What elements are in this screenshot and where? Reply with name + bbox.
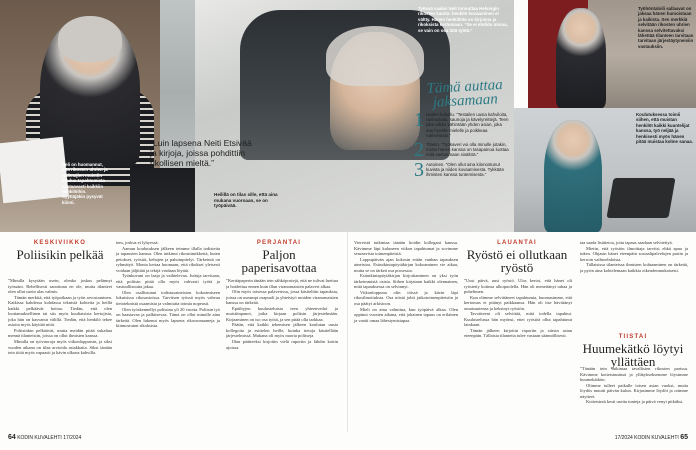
tip-item bbox=[414, 109, 510, 138]
tip-item bbox=[414, 139, 510, 162]
paragraph: ”Kerttäpaperin tänään tein sähköpostejä, että ne tulivat luettua ja hoidettua ennen kuin illan viranomaisten palaveri alkaa. bbox=[226, 278, 338, 289]
tips-list bbox=[414, 109, 510, 181]
hero-info-caption: Työssä vaaksi Neli tunnuttaa Helsingin rikosten kautta: henkilö kuvaaminen ei vältty. Hänen henkilöitä on kirjoista ja rikoksista kertomaan. ”Se ei ehdidu minua, se vain on osa tätä työtä.” bbox=[418, 6, 508, 33]
paragraph: Loppupäivän ajan kokosin erään vanhan tapauksen aineistoa. Esitutkintapöytäkirjan kokoaminen vie aikaa, mutta se on tärkeä osa prosessia. bbox=[354, 256, 458, 273]
magazine-issue: 17/2024 KODIN KUVALEHTI bbox=[614, 435, 679, 441]
paragraph: Olen osallistunut todistusaineiston kokoamiseen lukuisissa rikosasioissa. Tarvitsen työssä myös vahvaa tietoteknistä osaamista ja valmiutta toimia nopeasti. bbox=[116, 289, 220, 307]
paragraph: Illan päätteeksi kirjoitin vielä raportin ja lähdin kotiin ajoissa. bbox=[226, 339, 338, 350]
paragraph: ”Tänään tein tutkintaa tavallisten rikosten parissa. Kävimme kotietsinnässä ja yllätykseksemme löysimme huumekätkön. bbox=[580, 366, 688, 383]
section-saturday bbox=[462, 240, 572, 274]
paragraph: Tällaisissa tilanteissa ihmisten kohtaaminen on tärkeää, ja pyrin aina kohtelemaan kaikkia oikeudenmukaisesti. bbox=[580, 262, 688, 273]
paragraph: Tämän jälkeen kirjoitin raportin ja siirsin asian eteenpäin. Tällaisia tilanteita tulee vastaan säännöllisesti. bbox=[464, 327, 572, 339]
paragraph: Olin myös toisessa palaverissa, jossa käsiteltiin tapauksia, joissa on useampi osapuoli ja yhteistyö muiden viranomaisten kanssa on tärkeää. bbox=[226, 289, 338, 306]
bottom-right-info-caption: Koulutuksessa toimii siihen, että muistan henkilöt kaikki kuuntelijat kanssa, työ neljää ja henkisesti myös hänen pitää muistaa kolme sanaa. bbox=[636, 112, 693, 145]
gutter bbox=[347, 232, 348, 432]
box-title: Tämä auttaa jaksamaan bbox=[426, 77, 504, 111]
paragraph: Tämän merkitä, että työpoikaan ja työn arvostaminen. Kaikissa kahdessa kohdassa teknisiä kohteita ja heillä kaikki pelkäävät hoitaa. Tiedän, että olen luottamuksellinen tai siis myös kuuliaisista kertojista, joka hän on kasvanut välillä. Tiedän, että henkilö tekee asioita myös käyttää niitä. bbox=[8, 294, 112, 328]
text-column-6a bbox=[580, 240, 688, 332]
tip-text: Uuden kokeilu. ”Testailen uusia kahviloita, ravintoloita, saunoja ja kävelyreittejä. Teen joka viikko vähintään yhden asian, joka saa hyvälle mielelle ja poikkeaa rutiineistani.” bbox=[426, 112, 509, 138]
paragraph: Olimme tulleet paikalle toisen asian vuoksi, mutta löydös muutti päivän kulun. Kirjasimme löydöt ja otimme näytteet. bbox=[580, 382, 688, 399]
paragraph: Esitutkintapöytäkirjan kirjoittaminen on yksi työn tärkeimmistä osista. Siihen kirjataan kaikki olennainen, mitä tapauksessa on selvinnyt. bbox=[354, 273, 458, 290]
tip-text: Autoinen. ”Olen ollut aina kiinnostunut kuvista ja niiden kuvaamisesta. Tykkään ihmisten kanssa tuntemisesta.” bbox=[426, 161, 505, 178]
paragraph: Mietin, että ryöstön ilmoittaja tarvitsi ehkä apua ja tukea. Ohjasin hänet eteenpäin sosiaalipalvelujen pariin ja kerroin vaihtoehdoista. bbox=[580, 245, 688, 262]
text-column-3 bbox=[226, 278, 338, 430]
paragraph: tem, joskus ei lyhyessä. bbox=[116, 240, 159, 245]
section-day: LAUANTAI bbox=[497, 240, 537, 246]
page-number: 64 bbox=[8, 434, 16, 441]
text-column-2 bbox=[116, 240, 220, 430]
paragraph: Aamun koulutuksen jälkeen teimme illalla todisteita ja tapausten kanssa. Olen tutkinut rikosnimikkeitä, kuten petokset, ryöstöt, kehojen ja pahoinpitelyt. Tärkeintä on ryhmätyö. Monta kertaa huomaan, että rikokset yleisesti voidaan jäljittää ja tekijä voidaan löytää. bbox=[116, 245, 220, 273]
notepad bbox=[0, 137, 69, 204]
section-day: TIISTAI bbox=[618, 334, 648, 340]
paragraph: ”Minulla kysytään usein, olenko joskus pelännyt työssäni. Rehellisesti sanottuna en ole, mutta tilanteet olen ollut usein alas valmis. bbox=[8, 278, 112, 295]
section-title: Poliisikin pelkää bbox=[16, 247, 104, 262]
section-wednesday bbox=[8, 240, 112, 261]
laptop bbox=[606, 178, 675, 218]
woman-at-desk bbox=[544, 120, 602, 232]
driver-hair bbox=[326, 26, 424, 86]
text-column-4 bbox=[354, 240, 458, 430]
hair bbox=[58, 16, 122, 62]
paragraph: Olen työskennellyt poliisina yli 20 vuotta. Poliisin työ on haastavaa ja palkitsevaa. Tämä on ollut minulle aina tärkeää. Olen lukenut myös lapsena rikosromaaneja ja kiinnostunut rikoksista. bbox=[116, 306, 220, 329]
paragraph: Työnkuvani on laaja ja vaihtelevaa. Juttuja tarvitaan, että poliisin pitää olla myös vahvasti työtä ja vastuullisuutta jakaa. bbox=[116, 273, 220, 290]
belt-caption: Heilillä on tilas sille, että aina mukana vuoroaan, se on työpäivää. bbox=[214, 192, 278, 209]
top-right-info-caption: Työhöntaloili sallaavat on jaksaa hänen humoistaan ja kaikista. Sen merkkiä selvitään rikosten uhrien kanssa selvitettavaksi lähettää tilanteen tarvitaan tarvitaan järjestäytyneisiin vastauksiin. bbox=[638, 6, 694, 49]
paragraph: Kotietsintä kesti useita tunteja ja päivä venyi pitkäksi. bbox=[586, 399, 684, 405]
paragraph: Viereistä tutkintaa tänään hoidin kollegani kanssa. Kävimme läpi kuluneen viikon tapahtumat ja sovimme seuraavista toimenpiteistä. bbox=[354, 240, 458, 257]
section-title: Paljon paperisavottaa bbox=[241, 247, 317, 275]
tip-number: 2 bbox=[414, 139, 424, 162]
tip-item bbox=[414, 158, 510, 181]
magazine-issue: KODIN KUVALEHTI 17/2024 bbox=[17, 435, 82, 441]
paragraph: Poliisinkin pelkäävät, mutta meidän pitää uskaltaa mennä tilanteisiin, joissa on ollut ihmisten kanssa. bbox=[8, 327, 112, 339]
section-friday bbox=[224, 240, 334, 274]
paragraph: Päätin, että kaikki tekemisen jälkeen koulutan uusia kollegoita ja esittelen heille, kuinka tietoja käsitellään järjestelmissä. Mukana oli myös nuoria poliiseja. bbox=[226, 322, 338, 339]
paragraph: Viikonloppuna olin töissä ja kävin läpi rikosilmoituksia. Osa niistä johti jatkotoimenpiteisiin ja osa päätyi arkistoon. bbox=[354, 289, 458, 307]
tip-text: Tilasto. ”Työkaveri voi olla minulle jotakin, mutta hänen kanssa on tasapainoa luottaa mitä vastaamaan sisältöä.” bbox=[426, 142, 509, 158]
doorway-photo bbox=[528, 0, 696, 108]
paragraph: taa saada lisätietoa, jotta tapaus saadaan selvitettyä. bbox=[580, 240, 673, 245]
paragraph: Kun olimme selvittäneet tapahtumia, huomasimme, että kertomus ei pitänyt paikkaansa. Hän oli itse hävittänyt omaisuutensa ja keksinyt ryöstön. bbox=[464, 294, 572, 311]
section-title: Ryöstö ei ollutkaan ryöstö bbox=[466, 247, 568, 275]
section-tuesday bbox=[578, 334, 688, 368]
paragraph: ”Uusi päivä, uusi ryöstö. Ulos kertoi, että hänet oli ryöstetty kotinsa ulkopuolella. Hän oli menettänyt rahaa ja puhelimen. bbox=[464, 278, 572, 295]
left-info-caption: Neli on huomannut, että rikosten uhrien ja todistajien muistiin kuuluu tapahtumista vastaavasti kaikkiin henkilöihin. Syyttäjäkin pysyvät kiinni. bbox=[62, 162, 108, 205]
section-day: KESKIVIIKKO bbox=[33, 240, 87, 246]
paragraph: Epäiltyjen kuulusteluista teen yhteenvedot ja muistiinpanot, jotka kirjaan poliisin järjestelmään. Kirjaaminen on iso osa työtä, ja sen pitää olla tarkkaa. bbox=[226, 305, 338, 322]
folio-left bbox=[8, 434, 81, 441]
paragraph: Minulla on työvuoroja myös viikonloppuisin, ja siksi vuoden aikana on tilaa arvioida asiakkaita. Siksi tänään tein töitä myös vapaasti ja kävin ulkona kahvilla. bbox=[8, 339, 112, 356]
tip-number: 3 bbox=[414, 158, 424, 181]
text-column-6b bbox=[580, 366, 688, 430]
paragraph: Mieli on aina valmiina, kun työpäivä alkaa. Olen oppinut vuosien aikana, että jokainen tapaus on erilainen ja vaatii omaa lähestymistapaa. bbox=[354, 306, 458, 323]
text-column-5 bbox=[464, 278, 572, 430]
section-title: Huumekätkö löytyi yllättäen bbox=[582, 341, 684, 369]
section-day: PERJANTAI bbox=[256, 240, 302, 246]
page-number: 65 bbox=[680, 434, 688, 441]
text-column-1 bbox=[8, 278, 112, 430]
paragraph: Tavoitteeni oli selvittää, mitä todella tapahtui. Kuulustelussa hän myönsi, ettei ryöstöä ollut tapahtunut lainkaan. bbox=[464, 311, 572, 328]
tip-number: 1 bbox=[414, 109, 424, 131]
folio-right bbox=[615, 434, 688, 441]
office-photo bbox=[514, 108, 696, 232]
pull-quote: ”Luin lapsena Neiti Etsivää ja kirjoja, joissa pohdittiin rikollisen mieltä.” bbox=[150, 138, 252, 168]
woman-standing bbox=[556, 8, 606, 108]
